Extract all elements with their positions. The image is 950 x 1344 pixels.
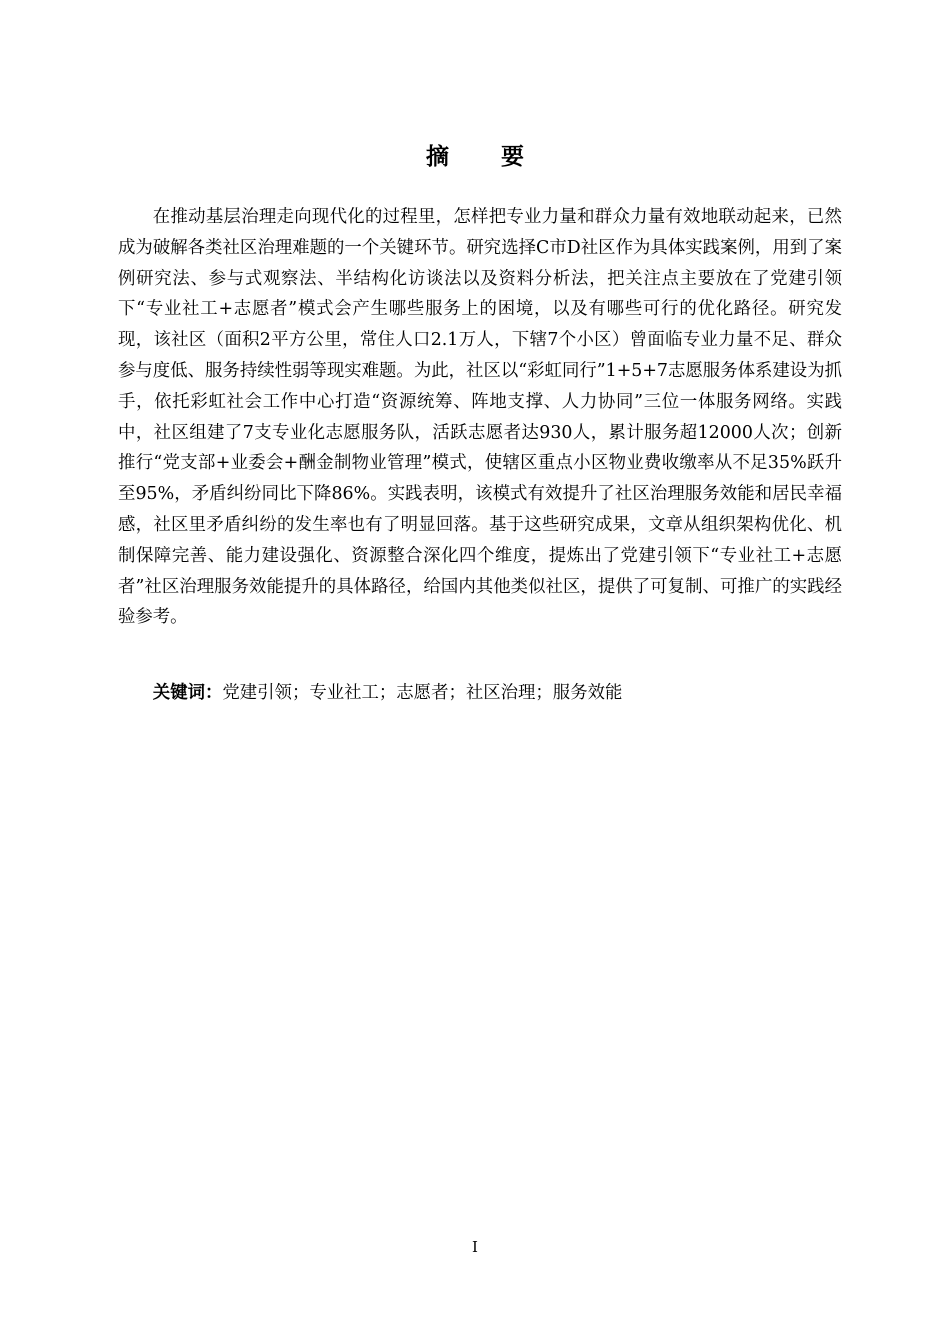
keywords-text: 党建引领；专业社工；志愿者；社区治理；服务效能: [222, 683, 623, 703]
abstract-title: 摘 要: [425, 144, 546, 170]
keywords-label: 关键词：: [152, 683, 223, 703]
abstract-paragraph: 在推动基层治理走向现代化的过程里，怎样把专业力量和群众力量有效地联动起来，已然成为破解各类社区治理难题的一个关键环节。研究选择C市D社区作为具体实践案例，用到了案例研究法、参与式观察法、半结构化访谈法以及资料分析法，把关注点主要放在了党建引领下“专业社工+志愿者”模式会产生哪些服务上的困境，以及有哪些可行的优化路径。研究发现，该社区（面积2平方公里，常住人口2.1万人，下辖7个小区）曾面临专业力量不足、群众参与度低、服务持续性弱等现实难题。为此，社区以“彩虹同行”1+5+7志愿服务体系建设为抓手，依托彩虹社会工作中心打造“资源统筹、阵地支撑、人力协同”三位一体服务网络。实践中，社区组建了7支专业化志愿服务队，活跃志愿者达930人，累计服务超12000人次；创新推行“党支部+业委会+酬金制物业管理”模式，使辖区重点小区物业费收缴率从不足35%跃升至95%，矛盾纠纷同比下降86%。实践表明，该模式有效提升了社区治理服务效能和居民幸福感，社区里矛盾纠纷的发生率也有了明显回落。基于这些研究成果，文章从组织架构优化、机制保障完善、能力建设强化、资源整合深化四个维度，提炼出了党建引领下“专业社工+志愿者”社区治理服务效能提升的具体路径，给国内其他类似社区，提供了可复制、可推广的实践经验参考。: [118, 207, 842, 628]
page-number: I: [472, 1238, 478, 1256]
keywords-line: [118, 678, 842, 709]
